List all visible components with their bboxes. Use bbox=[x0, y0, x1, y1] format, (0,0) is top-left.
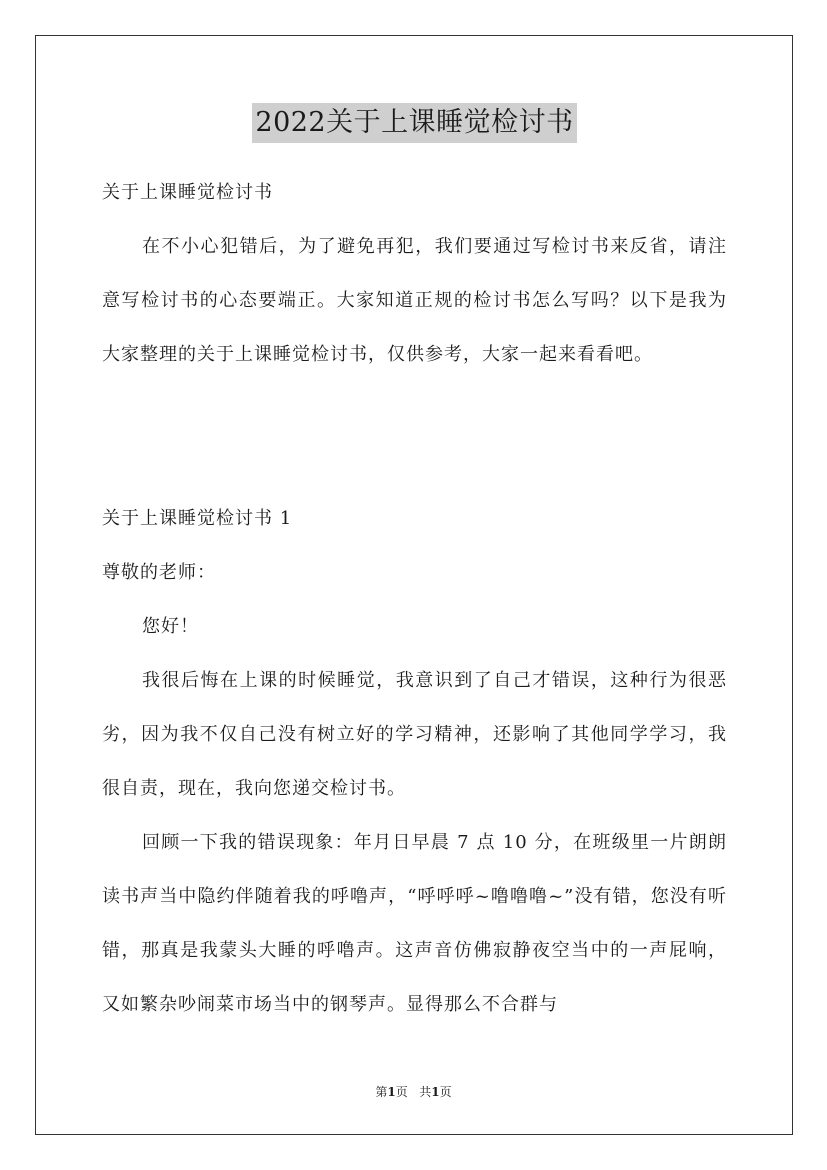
body-paragraph-2: 回顾一下我的错误现象：年月日早晨 7 点 10 分，在班级里一片朗朗读书声当中隐约伴随着我的呼噜声，“呼呼呼~噜噜噜~”没有错，您没有听错，那真是我蒙头大睡的呼噜声。这声音仿佛寂静夜空当中的一声屁响，又如繁杂吵闹菜市场当中的钢琴声。显得那么不合群与 bbox=[102, 832, 727, 1015]
intro-paragraph: 在不小心犯错后，为了避免再犯，我们要通过写检讨书来反省，请注意写检讨书的心态要端正。大家知道正规的检讨书怎么写吗？以下是我为大家整理的关于上课睡觉检讨书，仅供参考，大家一起来看看吧。 bbox=[102, 236, 727, 365]
document-title: 2022关于上课睡觉检讨书 bbox=[252, 103, 576, 143]
footer-total-prefix: 共 bbox=[419, 1085, 432, 1099]
page-footer bbox=[0, 1083, 827, 1101]
body-paragraph-1: 我很后悔在上课的时候睡觉，我意识到了自己才错误，这种行为很恶劣，因为我不仅自己没有树立好的学习精神，还影响了其他同学学习，我很自责，现在，我向您递交检讨书。 bbox=[102, 670, 727, 799]
footer-total-suffix: 页 bbox=[439, 1085, 452, 1099]
title-wrap bbox=[102, 103, 727, 143]
salutation: 尊敬的老师： bbox=[102, 562, 216, 583]
greeting: 您好！ bbox=[142, 616, 199, 637]
section-heading: 关于上课睡觉检讨书 1 bbox=[102, 508, 293, 529]
footer-page-prefix: 第 bbox=[375, 1085, 388, 1099]
footer-page-suffix: 页 bbox=[395, 1085, 408, 1099]
document-subtitle: 关于上课睡觉检讨书 bbox=[102, 182, 273, 203]
footer-page-number: 1 bbox=[387, 1085, 396, 1099]
footer-total-number: 1 bbox=[431, 1085, 440, 1099]
